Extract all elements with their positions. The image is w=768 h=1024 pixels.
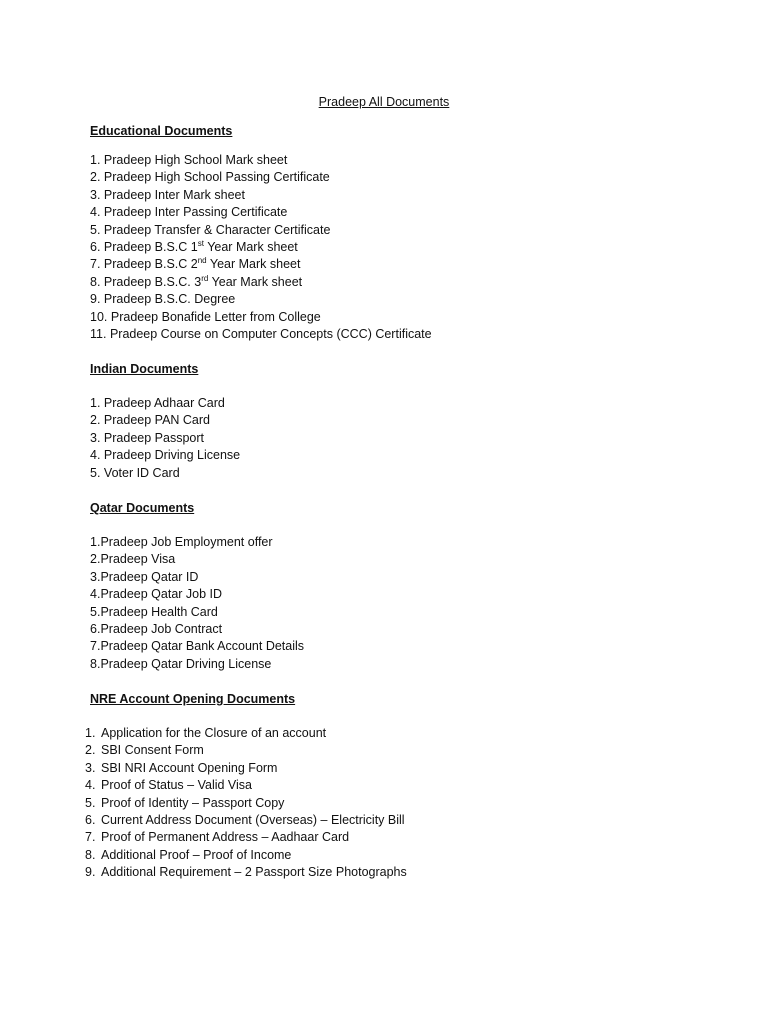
- list-item: [90, 291, 690, 308]
- list-item: [90, 204, 690, 221]
- section-heading-nre: NRE Account Opening Documents: [90, 692, 296, 706]
- list-item: [90, 604, 690, 621]
- list-item: 7. Proof of Permanent Address – Aadhaar Card: [90, 829, 690, 846]
- item-text: Application for the Closure of an account: [101, 726, 327, 740]
- list-item: 2. SBI Consent Form: [90, 742, 690, 759]
- item-text: Pradeep Driving License: [103, 448, 241, 463]
- item-text: Pradeep Inter Passing Certificate: [103, 205, 288, 220]
- item-text: Pradeep B.S.C. 3: [103, 274, 202, 289]
- section-heading-qatar: Qatar Documents: [90, 501, 195, 515]
- item-number: 4.: [90, 205, 101, 220]
- item-text: Pradeep High School Mark sheet: [103, 153, 288, 167]
- item-number: 3.: [90, 187, 101, 202]
- item-number: 4.: [90, 587, 101, 602]
- item-number: 9.: [90, 292, 101, 307]
- list-item: [90, 274, 690, 291]
- list-item: 4. Proof of Status – Valid Visa: [90, 777, 690, 794]
- list-item: [90, 309, 690, 326]
- item-number: 7.: [90, 639, 101, 654]
- item-number: 1.: [90, 153, 101, 167]
- item-text: Pradeep Qatar ID: [100, 569, 199, 584]
- item-text: Pradeep B.S.C. Degree: [103, 292, 236, 307]
- list-qatar: [90, 534, 690, 673]
- item-number: 2.: [90, 552, 101, 567]
- item-number: 1.: [90, 396, 101, 410]
- item-text-suffix: Year Mark sheet: [203, 239, 298, 254]
- item-text: Current Address Document (Overseas) – Electricity Bill: [101, 812, 405, 827]
- list-item: [90, 239, 690, 256]
- item-text: Additional Proof – Proof of Income: [101, 847, 292, 862]
- list-nre: [85, 725, 690, 882]
- item-text: Proof of Status – Valid Visa: [101, 778, 253, 793]
- list-item: [90, 656, 690, 673]
- list-item: [90, 447, 690, 464]
- item-text: Pradeep PAN Card: [103, 413, 210, 428]
- list-item: [90, 430, 690, 447]
- item-number: 2.: [90, 170, 101, 185]
- list-item: [90, 395, 690, 412]
- item-number: 5.: [90, 604, 101, 619]
- ordinal-superscript: st: [197, 238, 204, 248]
- list-item: 5. Proof of Identity – Passport Copy: [90, 795, 690, 812]
- section-qatar: [90, 500, 690, 673]
- item-number: 3.: [90, 569, 101, 584]
- list-indian: [90, 395, 690, 482]
- list-item: 9. Additional Requirement – 2 Passport Size Photographs: [90, 864, 690, 881]
- item-number: 11.: [90, 326, 107, 341]
- list-item: [90, 152, 690, 169]
- item-text: Proof of Permanent Address – Aadhaar Card: [101, 830, 350, 845]
- item-number: 8.: [90, 656, 101, 671]
- list-item: 6. Current Address Document (Overseas) – Electricity Bill: [90, 812, 690, 829]
- item-text: Pradeep Transfer & Character Certificate: [103, 222, 331, 237]
- item-text: Pradeep Job Contract: [100, 621, 223, 636]
- list-item: [90, 534, 690, 551]
- item-number: 10.: [90, 309, 108, 324]
- item-number: 1.: [90, 535, 101, 549]
- item-number: 4.: [90, 448, 101, 463]
- list-item: [90, 412, 690, 429]
- document-title: Pradeep All Documents: [318, 95, 450, 109]
- item-number: 6.: [90, 239, 101, 254]
- item-text: Pradeep Job Employment offer: [100, 535, 273, 549]
- ordinal-superscript: nd: [197, 256, 207, 266]
- item-text: Pradeep Health Card: [100, 604, 218, 619]
- list-item: [90, 465, 690, 482]
- section-heading-educational: Educational Documents: [90, 124, 233, 138]
- ordinal-superscript: rd: [201, 273, 209, 283]
- item-text: Voter ID Card: [103, 465, 180, 480]
- item-text: Pradeep Qatar Job ID: [100, 587, 223, 602]
- list-educational: [90, 152, 690, 343]
- list-item: [90, 551, 690, 568]
- item-text: Pradeep B.S.C 1: [103, 239, 198, 254]
- item-number: 2.: [90, 413, 101, 428]
- item-number: 8.: [90, 274, 101, 289]
- item-number: 7.: [90, 257, 101, 272]
- item-text: Pradeep Adhaar Card: [103, 396, 225, 410]
- list-item: [90, 187, 690, 204]
- list-item: [90, 569, 690, 586]
- list-item: 1. Application for the Closure of an account: [90, 725, 690, 742]
- item-text: SBI NRI Account Opening Form: [101, 760, 278, 775]
- list-item: [90, 326, 690, 343]
- item-text: Pradeep Qatar Driving License: [100, 656, 272, 671]
- item-text: Pradeep High School Passing Certificate: [103, 170, 330, 185]
- list-item: [90, 586, 690, 603]
- item-number: 3.: [90, 430, 101, 445]
- list-item: [90, 621, 690, 638]
- item-text: Pradeep Qatar Bank Account Details: [100, 639, 305, 654]
- section-heading-indian: Indian Documents: [90, 362, 199, 376]
- section-nre: [85, 691, 690, 882]
- item-text-suffix: Year Mark sheet: [208, 274, 303, 289]
- item-text: Pradeep Passport: [103, 430, 204, 445]
- item-text: SBI Consent Form: [101, 743, 204, 758]
- list-item: [90, 256, 690, 273]
- item-text-suffix: Year Mark sheet: [206, 257, 301, 272]
- section-educational: [90, 123, 690, 343]
- list-item: [90, 169, 690, 186]
- item-number: 5.: [90, 465, 101, 480]
- item-text: Pradeep Bonafide Letter from College: [110, 309, 321, 324]
- list-item: [90, 638, 690, 655]
- list-item: 3. SBI NRI Account Opening Form: [90, 760, 690, 777]
- section-indian: [90, 361, 690, 482]
- item-number: 5.: [90, 222, 101, 237]
- item-text: Proof of Identity – Passport Copy: [101, 795, 285, 810]
- item-text: Pradeep B.S.C 2: [103, 257, 198, 272]
- item-text: Pradeep Inter Mark sheet: [103, 187, 245, 202]
- list-item: 8. Additional Proof – Proof of Income: [90, 847, 690, 864]
- item-text: Pradeep Course on Computer Concepts (CCC) Certificate: [109, 326, 432, 341]
- item-text: Pradeep Visa: [100, 552, 176, 567]
- item-text: Additional Requirement – 2 Passport Size Photographs: [101, 865, 407, 880]
- list-item: [90, 222, 690, 239]
- item-number: 6.: [90, 621, 101, 636]
